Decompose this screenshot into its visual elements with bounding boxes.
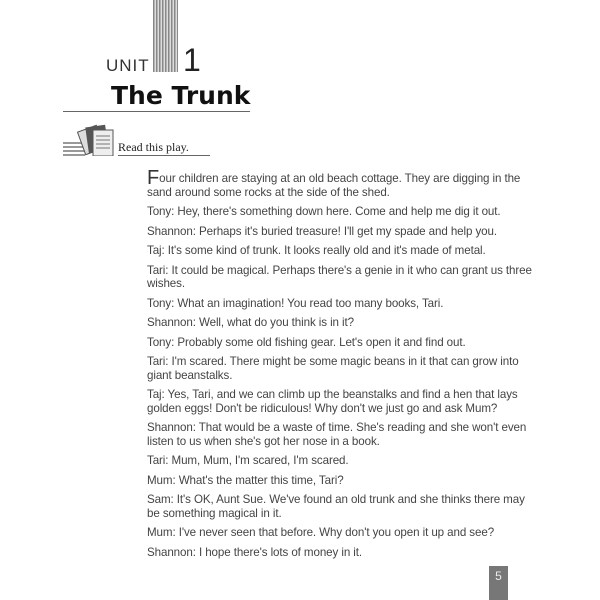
dialogue-line: Mum: What's the matter this time, Tari? bbox=[147, 473, 344, 487]
page-title: The Trunk bbox=[111, 81, 251, 110]
page-number: 5 bbox=[489, 566, 508, 600]
drop-cap: F bbox=[147, 167, 160, 189]
dialogue-line: Tari: I'm scared. There might be some magic beans in it that can grow into giant beanstalks. bbox=[147, 355, 519, 382]
dialogue-line: Tari: It could be magical. Perhaps there's a genie in it who can grant us three wishes. bbox=[147, 263, 532, 290]
dialogue-line: Sam: It's OK, Aunt Sue. We've found an old trunk and she thinks there may be something magical in it. bbox=[147, 493, 525, 520]
papers-icon bbox=[63, 122, 123, 156]
dialogue-line: Tari: Mum, Mum, I'm scared, I'm scared. bbox=[147, 454, 349, 467]
dialogue-line: Shannon: Perhaps it's buried treasure! I'll get my spade and help you. bbox=[147, 224, 497, 238]
unit-number: 1 bbox=[183, 42, 201, 78]
dialogue-line: Shannon: I hope there's lots of money in it. bbox=[147, 545, 363, 559]
instruction-text: Read this play. bbox=[118, 140, 189, 154]
dialogue-line: Mum: I've never seen that before. Why don't you open it up and see? bbox=[147, 526, 495, 539]
intro-paragraph bbox=[147, 167, 539, 199]
dialogue-line: Shannon: That would be a waste of time. She's reading and she won't even listen to us when she's got her nose in a book. bbox=[147, 421, 527, 448]
dialogue-line: Shannon: Well, what do you think is in it? bbox=[147, 316, 354, 329]
dialogue-line: Taj: Yes, Tari, and we can climb up the beanstalks and find a hen that lays golden eggs! Don't be ridiculous! Why don't we just go and ask Mum? bbox=[147, 388, 518, 415]
unit-label: UNIT bbox=[106, 56, 150, 75]
play-text bbox=[147, 167, 539, 565]
intro-text: our children are staying at an old beach cottage. They are digging in the sand around some rocks at the side of the shed. bbox=[147, 172, 521, 199]
dialogue-line: Taj: It's some kind of trunk. It looks really old and it's made of metal. bbox=[147, 244, 486, 257]
decorative-bars bbox=[153, 0, 178, 72]
dialogue-line: Tony: Probably some old fishing gear. Let's open it and find out. bbox=[147, 335, 466, 349]
dialogue-line: Tony: What an imagination! You read too many books, Tari. bbox=[147, 296, 444, 310]
title-divider bbox=[63, 111, 250, 112]
instruction-underline bbox=[118, 155, 210, 156]
dialogue-line: Tony: Hey, there's something down here. Come and help me dig it out. bbox=[147, 205, 501, 218]
